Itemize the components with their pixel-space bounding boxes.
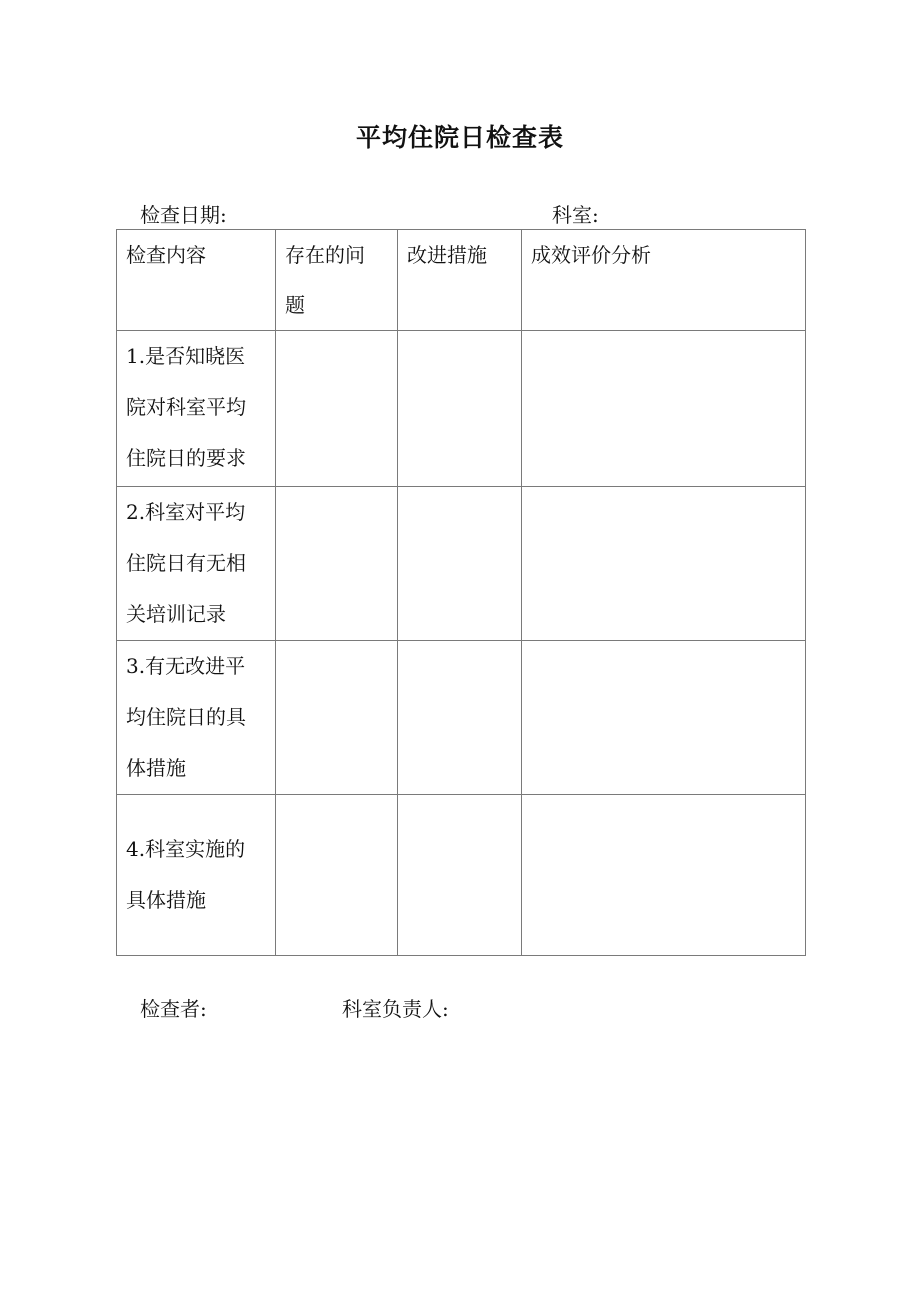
row-evaluation-cell[interactable] [522,331,806,487]
row-measures-cell[interactable] [398,331,522,487]
row-content-cell: 2.科室对平均 住院日有无相 关培训记录 [117,487,276,641]
row-problems-cell[interactable] [276,487,398,641]
table-row [117,487,806,641]
table-row [117,331,806,487]
header-cell-content: 检查内容 [117,230,276,331]
table-row [117,641,806,795]
check-date-label: 检查日期: [140,203,227,227]
department-label: 科室: [552,203,599,227]
page-title: 平均住院日检查表 [355,123,564,152]
inspector-label: 检查者: [140,997,207,1021]
row-content-cell: 1.是否知晓医 院对科室平均 住院日的要求 [117,331,276,487]
table-row [117,795,806,956]
row-evaluation-cell[interactable] [522,795,806,956]
header-cell-measures: 改进措施 [398,230,522,331]
row-problems-cell[interactable] [276,641,398,795]
row-evaluation-cell[interactable] [522,487,806,641]
row-problems-cell[interactable] [276,331,398,487]
header-cell-evaluation: 成效评价分析 [522,230,806,331]
row-content-cell: 4.科室实施的 具体措施 [117,795,276,956]
row-measures-cell[interactable] [398,487,522,641]
row-content-cell: 3.有无改进平 均住院日的具 体措施 [117,641,276,795]
header-cell-problems: 存在的问 题 [276,230,398,331]
table-header-row [117,230,806,331]
row-measures-cell[interactable] [398,641,522,795]
row-problems-cell[interactable] [276,795,398,956]
row-evaluation-cell[interactable] [522,641,806,795]
inspection-table [116,229,806,956]
row-measures-cell[interactable] [398,795,522,956]
department-head-label: 科室负责人: [342,997,449,1021]
